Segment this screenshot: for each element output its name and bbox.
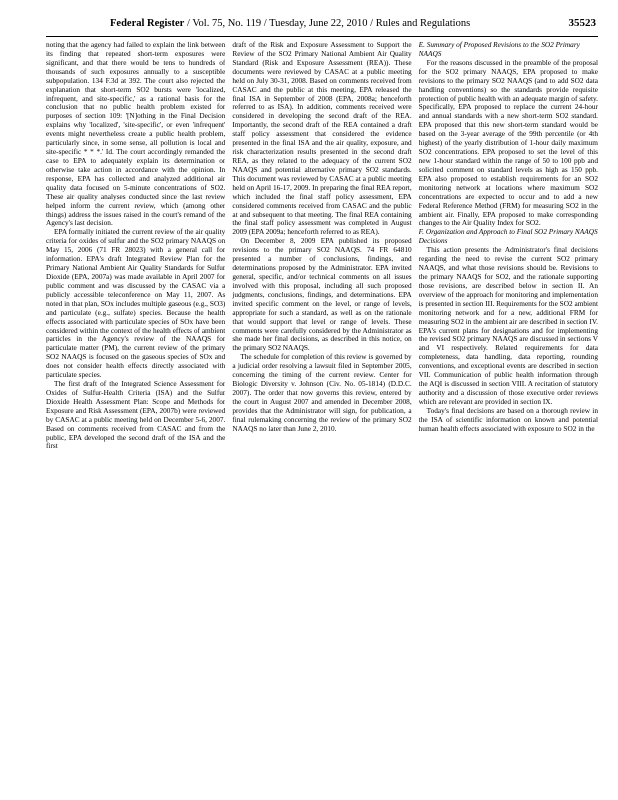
issue-info: / Vol. 75, No. 119 / Tuesday, June 22, 2010 / Rules and Regulations [186,18,471,29]
paragraph: The schedule for completion of this review is governed by a judicial order resolving a lawsuit filed in September 2005, concerning the timing of the current review. Center for Biologic Diversity v. Johnson (Civ. No. 05-1814) (D.D.C. 2007). The order that now governs this review, entered by the court in August 2007 and amended in December 2008, provides that the Administrator will sign, for publication, a final rulemaking concerning the review of the primary SO2 NAAQS no later than June 2, 2010. [232,352,412,433]
header-left [110,18,470,29]
paragraph: noting that the agency had failed to explain the link between its finding that repeated short-term exposures were significant, and that there would be tens to hundreds of thousands of such exposures annually to a susceptible subpopulation. 134 F.3d at 392. The court also rejected the explanation that short-term SO2 bursts were 'localized, infrequent, and site-specific,' as a rational basis for the conclusion that no public health problem existed for purposes of section 109: '[N]othing in the Final Decision explains why 'localized', 'site-specific', or even 'infrequent' events might nevertheless create a public health problem, particularly since, in some sense, all pollution is local and site-specific * * *.' Id. The court accordingly remanded the case to EPA to adequately explain its determination or otherwise take action in accordance with the opinion. In response, EPA has collected and analyzed additional air quality data focused on 5-minute concentrations of SO2. These air quality analyses conducted since the last review helped inform the current review, which (among other things) address the issues raised in the court's remand of the Agency's last decision. [46,41,226,228]
running-header [48,18,596,32]
column-3 [419,41,598,790]
page-number: 35523 [568,17,596,29]
paragraph: EPA formally initiated the current review of the air quality criteria for oxides of sulfur and the SO2 primary NAAQS on May 15, 2006 (71 FR 28023) with a general call for information. EPA's draft Integrated Review Plan for the Primary National Ambient Air Quality Standards for Sulfur Dioxide (EPA, 2007a) was made available in April 2007 for public comment and was discussed by the CASAC via a publicly accessible teleconference on May 11, 2007. As noted in that plan, SOx includes multiple gaseous (e.g., SO3) and particulate (e.g., sulfate) species. Because the health effects associated with particulate species of SOx have been considered within the context of the health effects of ambient particles in the Agency's review of the NAAQS for particulate matter (PM), the current review of the primary SO2 NAAQS is focused on the gaseous species of SOx and does not consider health effects directly associated with particulate species. [46,227,226,380]
section-heading: F. Organization and Approach to Final SO2 Primary NAAQS Decisions [418,227,598,246]
journal-name: Federal Register [110,18,185,29]
paragraph: For the reasons discussed in the preamble of the proposal for the SO2 primary NAAQS, EPA proposed to make revisions to the primary SO2 NAAQS (and to add SO2 data handling conventions) so the standards provide requisite protection of public health with an adequate margin of safety. Specifically, EPA proposed to replace the current 24-hour and annual standards with a new short-term SO2 standard. EPA proposed that this new short-term standard would be based on the 3-year average of the 99th percentile (or 4th highest) of the yearly distribution of 1-hour daily maximum SO2 concentrations. EPA proposed to set the level of this new 1-hour standard within the range of 50 to 100 ppb and solicited comment on standard levels as high as 150 ppb. EPA also proposed to establish requirements for an SO2 monitoring network at locations where maximum SO2 concentrations are expected to occur and to add a new Federal Reference Method (FRM) for measuring SO2 in the ambient air. Finally, EPA proposed to make corresponding changes to the Air Quality Index for SO2. [418,57,598,228]
text-columns [46,41,598,790]
paragraph: draft of the Risk and Exposure Assessment to Support the Review of the SO2 Primary National Ambient Air Quality Standard (Risk and Exposure Assessment (REA)). These documents were reviewed by CASAC at a public meeting held on July 30-31, 2008. Based on comments received from CASAC and the public at this meeting, EPA released the final ISA in September of 2008 (EPA, 2008a; henceforth referred to as ISA). In addition, comments received were considered in developing the second draft of the REA. Importantly, the second draft of the REA contained a draft staff policy assessment that considered the evidence presented in the final ISA and the air quality, exposure, and risk characterization results presented in the second draft REA, as they related to the adequacy of the current SO2 NAAQS and potential alternative primary SO2 standards. This document was reviewed by CASAC at a public meeting held on April 16-17, 2009. In preparing the final REA report, which included the final staff policy assessment, EPA considered comments received from CASAC and the public at and subsequent to that meeting. The final REA containing the final staff policy assessment was completed in August 2009 (EPA 2009a; henceforth referred to as REA). [232,41,412,237]
section-heading: E. Summary of Proposed Revisions to the SO2 Primary NAAQS [418,41,580,58]
column-2 [232,41,411,790]
paragraph: This action presents the Administrator's final decisions regarding the need to revise the current SO2 primary NAAQS, and what those revisions should be. Revisions to the primary NAAQS for SO2, and the rationale supporting those revisions, are described below in section II. An overview of the approach for monitoring and implementation is presented in section III. Requirements for the SO2 ambient monitoring network and for a new, additional FRM for measuring SO2 in the ambient air are described in section IV. EPA's current plans for designations and for implementing the revised SO2 primary NAAQS are discussed in sections V and VI respectively. Related requirements for data completeness, data handling, data reporting, rounding conventions, and exceptional events are described in section VII. Communication of public health information through the AQI is discussed in section VIII. A recitation of statutory authority and a discussion of those executive order reviews which are relevant are provided in section IX. [418,245,598,406]
paragraph: The first draft of the Integrated Science Assessment for Oxides of Sulfur-Health Criteria (ISA) and the Sulfur Dioxide Health Assessment Plan: Scope and Methods for Exposure and Risk Assessment (EPA, 2007b) were reviewed by CASAC at a public meeting held on December 5-6, 2007. Based on comments received from CASAC and from the public, EPA developed the second draft of the ISA and the first [46,379,226,451]
column-1 [46,41,225,790]
header-rule [46,36,598,37]
paragraph: Today's final decisions are based on a thorough review in the ISA of scientific information on known and potential human health effects associated with exposure to SO2 in the [418,405,598,433]
paragraph: On December 8, 2009 EPA published its proposed revisions to the primary SO2 NAAQS. 74 FR 64810 presented a number of conclusions, findings, and determinations proposed by the Administrator. EPA invited general, specific, and/or technical comments on all issues involved with this proposal, including all such proposed judgments, conclusions, findings, and determinations. EPA invited specific comment on the level, or range of levels, appropriate for such a standard, as well as on the rationale that would support that level or range of levels. These comments were carefully considered by the Administrator as she made her final decisions, as described in this notice, on the primary SO2 NAAQS. [232,236,412,353]
